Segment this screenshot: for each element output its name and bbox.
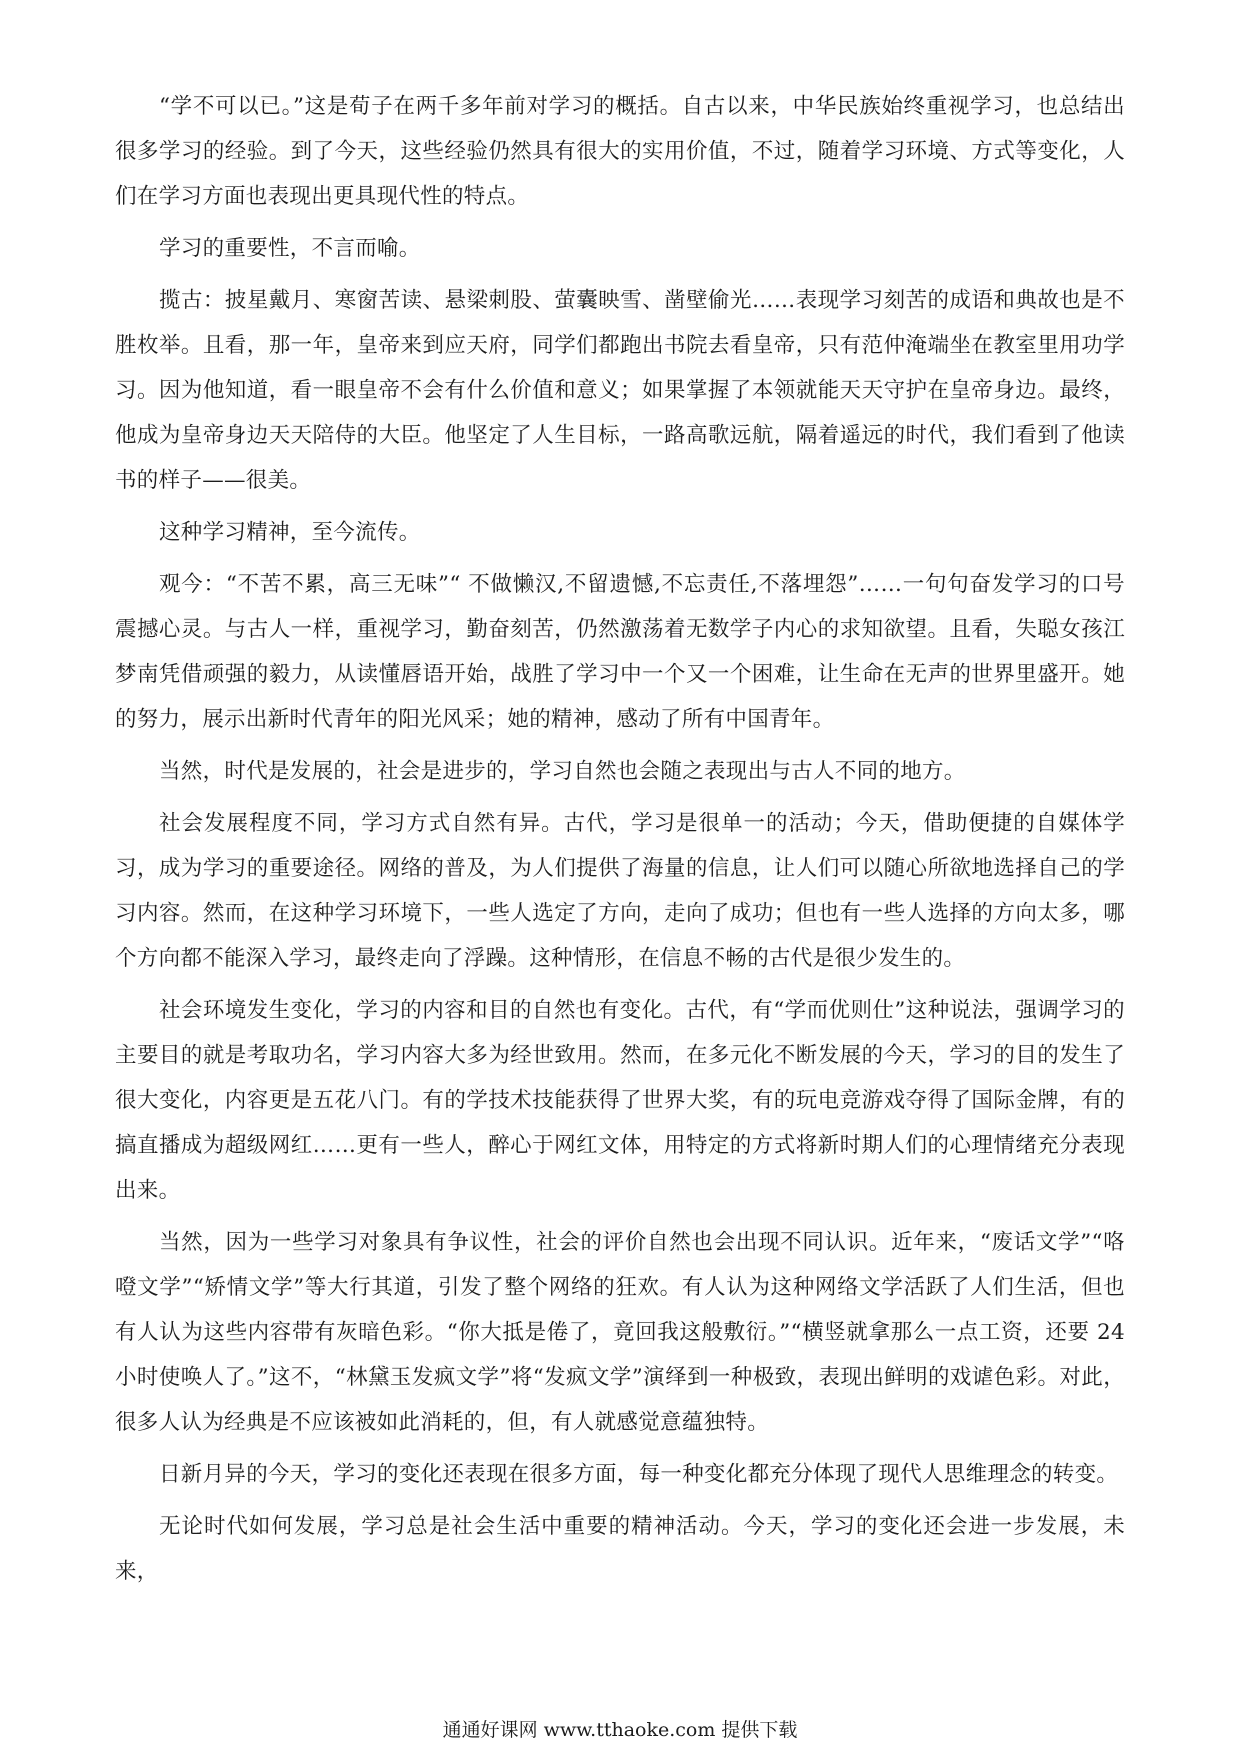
paragraph-5: 观今：“不苦不累，高三无味”“ 不做懒汉,不留遗憾,不忘责任,不落埋怨”……一句句奋发学习的口号震撼心灵。与古人一样，重视学习，勤奋刻苦，仍然激荡着无数学子内心的求知欲望。且看，失聪女孩江梦南凭借顽强的毅力，从读懂唇语开始，战胜了学习中一个又一个困难，让生命在无声的世界里盛开。她的努力，展示出新时代青年的阳光风采；她的精神，感动了所有中国青年。 (115, 572, 1125, 732)
paragraph-8: 社会环境发生变化，学习的内容和目的自然也有变化。古代，有“学而优则仕”这种说法，强调学习的主要目的就是考取功名，学习内容大多为经世致用。然而，在多元化不断发展的今天，学习的目的发生了很大变化，内容更是五花八门。有的学技术技能获得了世界大奖，有的玩电竞游戏夺得了国际金牌，有的搞直播成为超级网红……更有一些人，醉心于网红文体，用特定的方式将新时期人们的心理情绪充分表现出来。 (115, 998, 1125, 1203)
page-footer: 通通好课网 www.tthaoke.com 提供下载 (442, 1719, 798, 1741)
essay-body (115, 84, 1125, 1601)
paragraph-10: 日新月异的今天，学习的变化还表现在很多方面，每一种变化都充分体现了现代人思维理念的转变。 (159, 1462, 1119, 1487)
paragraph-9: 当然，因为一些学习对象具有争议性，社会的评价自然也会出现不同认识。近年来，“废话文学”“咯噔文学”“矫情文学”等大行其道，引发了整个网络的狂欢。有人认为这种网络文学活跃了人们生活，但也有人认为这些内容带有灰暗色彩。“你大抵是倦了，竟回我这般敷衍。”“横竖就拿那么一点工资，还要 24 小时使唤人了。”这不，“林黛玉发疯文学”将“发疯文学”演绎到一种极致，表现出鲜明的戏谑色彩。对此，很多人认为经典是不应该被如此消耗的，但，有人就感觉意蕴独特。 (115, 1230, 1125, 1435)
paragraph-2: 学习的重要性，不言而喻。 (159, 236, 421, 261)
paragraph-7: 社会发展程度不同，学习方式自然有异。古代，学习是很单一的活动；今天，借助便捷的自媒体学习，成为学习的重要途径。网络的普及，为人们提供了海量的信息，让人们可以随心所欲地选择自己的学习内容。然而，在这种学习环境下，一些人选定了方向，走向了成功；但也有一些人选择的方向太多，哪个方向都不能深入学习，最终走向了浮躁。这种情形，在信息不畅的古代是很少发生的。 (115, 811, 1125, 971)
paragraph-11: 无论时代如何发展，学习总是社会生活中重要的精神活动。今天，学习的变化还会进一步发展，未来， (115, 1514, 1125, 1584)
paragraph-4: 这种学习精神，至今流传。 (159, 520, 421, 545)
paragraph-1: “学不可以已。”这是荀子在两千多年前对学习的概括。自古以来，中华民族始终重视学习，也总结出很多学习的经验。到了今天，这些经验仍然具有很大的实用价值，不过，随着学习环境、方式等变化，人们在学习方面也表现出更具现代性的特点。 (115, 94, 1125, 209)
paragraph-3: 揽古：披星戴月、寒窗苦读、悬梁刺股、萤囊映雪、凿壁偷光……表现学习刻苦的成语和典故也是不胜枚举。且看，那一年，皇帝来到应天府，同学们都跑出书院去看皇帝，只有范仲淹端坐在教室里用功学习。因为他知道，看一眼皇帝不会有什么价值和意义；如果掌握了本领就能天天守护在皇帝身边。最终，他成为皇帝身边天天陪侍的大臣。他坚定了人生目标，一路高歌远航，隔着遥远的时代，我们看到了他读书的样子——很美。 (115, 288, 1125, 493)
paragraph-6: 当然，时代是发展的，社会是进步的，学习自然也会随之表现出与古人不同的地方。 (159, 759, 966, 784)
